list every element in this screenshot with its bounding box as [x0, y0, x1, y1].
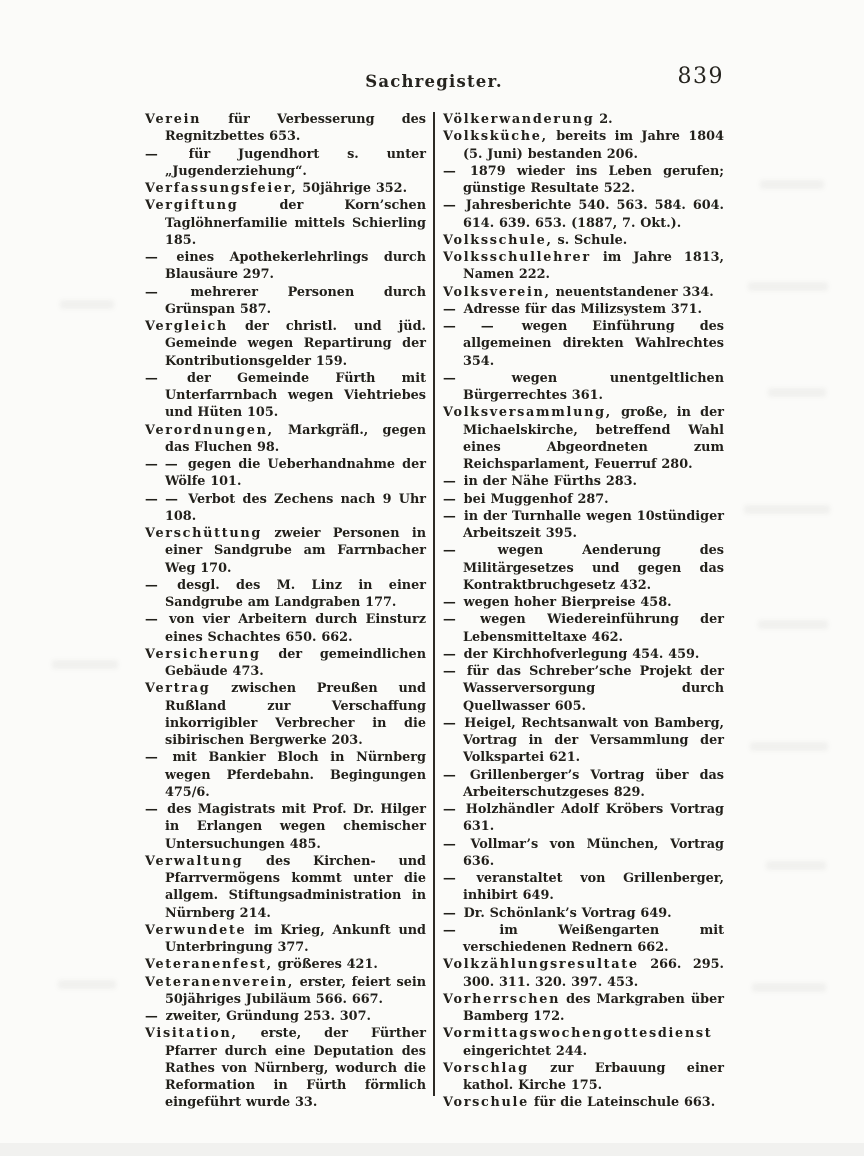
- page-bleed-artifact: [52, 660, 118, 669]
- index-column-right: [433, 111, 724, 1112]
- subentry-dash: —: [145, 370, 185, 386]
- index-entry: Volksverein, neuentstandener 334.: [443, 284, 714, 300]
- subentry-dash: —: [443, 474, 461, 490]
- entry-headword: Volksschule,: [443, 232, 553, 248]
- index-entry: Verschüttung zweier Personen in einer Sandgrube am Farrnbacher Weg 170.: [145, 526, 426, 576]
- subentry-dash: —: [443, 163, 467, 179]
- index-entry: Volkzählungsresultate 266. 295. 300. 311. 320. 397. 453.: [443, 957, 724, 990]
- entry-headword: Vormittagswochengottesdienst: [443, 1026, 713, 1042]
- entry-headword: Verwundete: [145, 922, 247, 938]
- page-bleed-artifact: [752, 983, 826, 992]
- entry-headword: Vergleich: [145, 319, 228, 334]
- subentry-dash: —: [443, 664, 464, 679]
- entry-headword: Volksverein,: [443, 284, 551, 300]
- page-bleed-artifact: [750, 742, 828, 751]
- subentry-dash: —: [443, 508, 461, 524]
- entry-headword: Vertrag: [145, 681, 211, 697]
- index-entry: — wegen Wiedereinführung der Lebensmitteltaxe 462.: [443, 612, 724, 645]
- index-entry: — eines Apothekerlehrlings durch Blausäure 297.: [145, 250, 427, 283]
- index-entry: — wegen unentgeltlichen Bürgerrechtes 361.: [443, 370, 724, 403]
- subentry-dash: —: [443, 646, 461, 662]
- index-entry: Verwundete im Krieg, Ankunft und Unterbringung 377.: [145, 922, 426, 955]
- entry-headword: Versicherung: [145, 646, 261, 662]
- entry-headword: Verein: [145, 112, 202, 127]
- entry-headword: Vorherrschen: [443, 991, 561, 1007]
- index-entry: Vertrag zwischen Preußen und Rußland zur Verschaffung inkorrigibler Verbrecher in die sibirischen Bergwerke 203.: [145, 681, 427, 748]
- index-entry: — zweiter, Gründung 253. 307.: [145, 1009, 371, 1024]
- subentry-dash: —: [443, 301, 461, 317]
- page-bleed-artifact: [744, 505, 830, 514]
- entry-headword: Völkerwanderung: [443, 112, 595, 127]
- index-entry: Verein für Verbesserung des Regnitzbettes 653.: [145, 112, 426, 145]
- index-entry: Verordnungen, Markgräfl., gegen das Fluchen 98.: [145, 422, 426, 455]
- page-bleed-artifact: [768, 388, 826, 397]
- subentry-dash: —: [443, 905, 461, 921]
- page-bleed-artifact: [58, 980, 116, 989]
- index-entry: Verfassungsfeier, 50jährige 352.: [145, 181, 408, 196]
- index-entry: — von vier Arbeitern durch Einsturz eines Schachtes 650. 662.: [145, 612, 426, 645]
- index-entry: — wegen hoher Bierpreise 458.: [443, 595, 672, 610]
- page-number: 839: [677, 64, 724, 89]
- subentry-dash: —: [145, 750, 170, 766]
- entry-headword: Volksversammlung,: [443, 405, 612, 421]
- subentry-dash: — —: [145, 457, 185, 472]
- index-entry: — des Magistrats mit Prof. Dr. Hilger in Erlangen wegen chemischer Untersuchungen 485.: [145, 802, 426, 852]
- index-entry: Volksschule, s. Schule.: [443, 232, 628, 248]
- index-entry: — — Verbot des Zechens nach 9 Uhr 108.: [145, 491, 426, 524]
- subentry-dash: —: [443, 871, 474, 886]
- subentry-dash: —: [145, 577, 175, 593]
- index-entry: Vergleich der christl. und jüd. Gemeinde wegen Repartirung der Kontributionsgelder 159.: [145, 319, 427, 369]
- subentry-dash: — —: [443, 319, 519, 334]
- subentry-dash: — —: [145, 491, 186, 507]
- page-bleed-artifact: [760, 180, 824, 189]
- entry-headword: Vorschule: [443, 1095, 529, 1111]
- index-entry: Vorschlag zur Erbauung einer kathol. Kirche 175.: [443, 1060, 724, 1093]
- index-entry: Vormittagswochengottesdienst eingerichtet 244.: [443, 1026, 713, 1059]
- index-entry: — Vollmar’s von München, Vortrag 636.: [443, 836, 725, 869]
- entry-headword: Volkzählungsresultate: [443, 957, 639, 973]
- index-entry: — 1879 wieder ins Leben gerufen; günstige Resultate 522.: [443, 163, 724, 196]
- subentry-dash: —: [443, 491, 461, 507]
- index-entry: — veranstaltet von Grillenberger, inhibirt 649.: [443, 871, 725, 904]
- index-entry: Volksversammlung, große, in der Michaelskirche, betreffend Wahl eines Abgeordneten zum Reichsparlament, Feuerruf 280.: [443, 405, 724, 472]
- subentry-dash: —: [145, 802, 165, 817]
- index-entry: — in der Nähe Fürths 283.: [443, 474, 638, 490]
- index-entry: — der Kirchhofverlegung 454. 459.: [443, 646, 700, 662]
- index-entry: — im Weißengarten mit verschiedenen Rednern 662.: [443, 922, 725, 955]
- index-column-left: [145, 111, 433, 1112]
- index-entry: — Jahresberichte 540. 563. 584. 604. 614. 639. 653. (1887, 7. Okt.).: [443, 198, 725, 231]
- page-bleed-artifact: [758, 620, 828, 629]
- entry-headword: Volksküche,: [443, 129, 548, 145]
- entry-headword: Vergiftung: [145, 198, 239, 214]
- subentry-dash: —: [145, 612, 167, 628]
- index-entry: Volksküche, bereits im Jahre 1804 (5. Juni) bestanden 206.: [443, 129, 724, 162]
- index-entry: — für Jugendhort s. unter „Jugenderziehung“.: [145, 146, 427, 179]
- index-entry: — — gegen die Ueberhandnahme der Wölfe 101.: [145, 457, 426, 490]
- subentry-dash: —: [145, 284, 188, 300]
- index-entry: Versicherung der gemeindlichen Gebäude 473.: [145, 646, 426, 679]
- index-entry: Visitation, erste, der Fürther Pfarrer durch eine Deputation des Rathes von Nürnberg, wodurch die Reformation in Fürth förmlich eingeführt wurde 33.: [145, 1026, 426, 1111]
- index-entry: Volksschullehrer im Jahre 1813, Namen 222.: [443, 250, 725, 283]
- index-text-block: [145, 111, 724, 1112]
- subentry-dash: —: [145, 1009, 163, 1024]
- subentry-dash: —: [443, 922, 497, 938]
- subentry-dash: —: [443, 612, 478, 628]
- index-entry: — mehrerer Personen durch Grünspan 587.: [145, 284, 426, 317]
- index-entry: Verwaltung des Kirchen- und Pfarrvermögens kommt unter die allgem. Stiftungsadministration in Nürnberg 214.: [145, 853, 426, 921]
- entry-headword: Vorschlag: [443, 1060, 529, 1076]
- subentry-dash: —: [443, 715, 462, 731]
- index-entry: — für das Schreber’sche Projekt der Wasserversorgung durch Quellwasser 605.: [443, 664, 724, 714]
- entry-headword: Verordnungen,: [145, 422, 274, 438]
- page-header-title: Sachregister.: [365, 72, 503, 91]
- index-entry: — Holzhändler Adolf Kröbers Vortrag 631.: [443, 802, 724, 835]
- subentry-dash: —: [443, 543, 495, 559]
- entry-headword: Volksschullehrer: [443, 250, 591, 265]
- index-entry: — Adresse für das Milizsystem 371.: [443, 301, 703, 317]
- index-entry: Veteranenfest, größeres 421.: [145, 957, 378, 973]
- subentry-dash: —: [443, 198, 463, 214]
- entry-headword: Verschüttung: [145, 526, 263, 541]
- entry-headword: Visitation,: [145, 1026, 238, 1042]
- index-entry: Vorherrschen des Markgraben über Bamberg 172.: [443, 991, 724, 1024]
- index-entry: — — wegen Einführung des allgemeinen direkten Wahlrechtes 354.: [443, 319, 724, 369]
- entry-headword: Verwaltung: [145, 853, 244, 869]
- index-entry: — der Gemeinde Fürth mit Unterfarrnbach wegen Viehtriebes und Hüten 105.: [145, 370, 426, 421]
- entry-headword: Verfassungsfeier,: [145, 181, 298, 196]
- entry-headword: Veteranenverein,: [145, 974, 295, 990]
- subentry-dash: —: [443, 370, 509, 386]
- subentry-dash: —: [443, 595, 461, 610]
- index-entry: — mit Bankier Bloch in Nürnberg wegen Pferdebahn. Begingungen 475/6.: [145, 750, 426, 800]
- index-entry: — wegen Aenderung des Militärgesetzes und gegen das Kontraktbruchgesetz 432.: [443, 543, 725, 593]
- index-entry: Vergiftung der Korn’schen Taglöhnerfamilie mittels Schierling 185.: [145, 198, 426, 248]
- index-entry: Veteranenverein, erster, feiert sein 50jähriges Jubiläum 566. 667.: [145, 974, 426, 1007]
- subentry-dash: —: [145, 250, 174, 265]
- index-entry: Völkerwanderung 2.: [443, 112, 613, 127]
- entry-headword: Veteranenfest,: [145, 957, 273, 973]
- subentry-dash: —: [145, 146, 186, 162]
- page-bleed-artifact: [60, 300, 114, 309]
- index-entry: — bei Muggenhof 287.: [443, 491, 609, 507]
- index-entry: — desgl. des M. Linz in einer Sandgrube am Landgraben 177.: [145, 577, 426, 610]
- subentry-dash: —: [443, 767, 467, 783]
- page-bleed-artifact: [766, 861, 826, 870]
- subentry-dash: —: [443, 836, 468, 852]
- page-bleed-artifact: [748, 282, 828, 291]
- subentry-dash: —: [443, 802, 463, 817]
- index-entry: — Heigel, Rechtsanwalt von Bamberg, Vortrag in der Versammlung der Volkspartei 621.: [443, 715, 724, 766]
- scan-edge-shade: [0, 1143, 864, 1156]
- index-entry: — Dr. Schönlank’s Vortrag 649.: [443, 905, 672, 921]
- index-entry: Vorschule für die Lateinschule 663.: [443, 1095, 716, 1111]
- index-entry: — Grillenberger’s Vortrag über das Arbeiterschutzgeses 829.: [443, 767, 725, 800]
- index-entry: — in der Turnhalle wegen 10stündiger Arbeitszeit 395.: [443, 508, 724, 541]
